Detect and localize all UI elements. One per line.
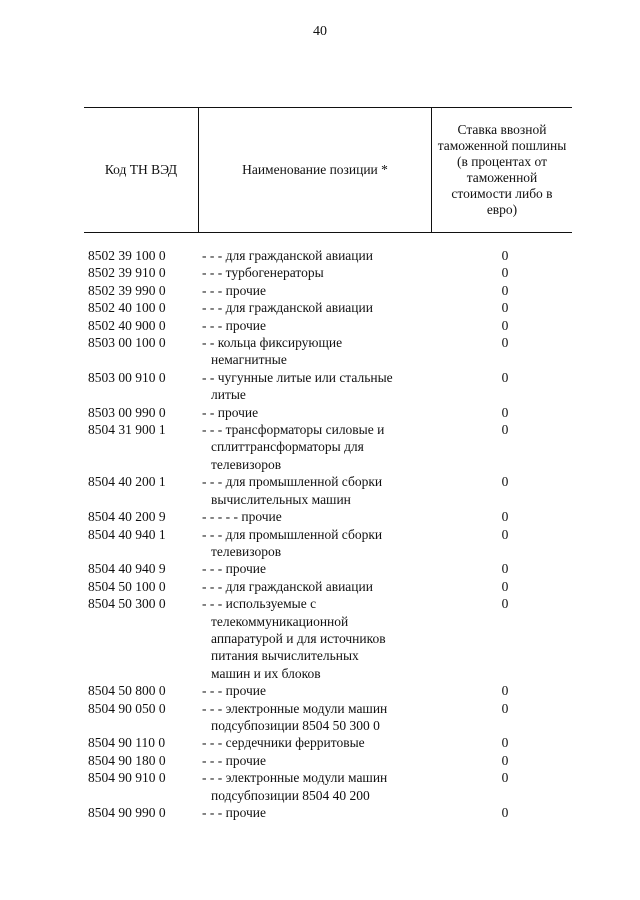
duty-rate: 0 bbox=[501, 282, 509, 298]
duty-rate: 0 bbox=[501, 404, 509, 420]
position-name bbox=[202, 752, 436, 769]
position-name-line: литые bbox=[211, 387, 246, 403]
duty-rate: 0 bbox=[501, 596, 509, 612]
position-name-line: - - - турбогенераторы bbox=[202, 265, 324, 281]
tariff-code: 8504 50 300 0 bbox=[88, 596, 166, 612]
table-row bbox=[88, 752, 572, 769]
position-name bbox=[202, 804, 436, 821]
position-name-line: машин и их блоков bbox=[211, 665, 321, 681]
table-row bbox=[88, 682, 572, 699]
position-name-line: телевизоров bbox=[211, 543, 282, 559]
position-name bbox=[202, 526, 436, 561]
position-name-line: - - - прочие bbox=[202, 683, 266, 699]
position-name-line: немагнитные bbox=[211, 352, 287, 368]
tariff-code: 8503 00 910 0 bbox=[88, 369, 166, 385]
duty-rate: 0 bbox=[501, 300, 509, 316]
position-name bbox=[202, 595, 436, 682]
tariff-table-body bbox=[88, 247, 572, 821]
position-name-line: - - - прочие bbox=[202, 317, 266, 333]
tariff-code: 8504 50 800 0 bbox=[88, 683, 166, 699]
duty-rate: 0 bbox=[501, 526, 509, 542]
tariff-code: 8502 39 910 0 bbox=[88, 265, 166, 281]
position-name-line: - - - используемые с bbox=[202, 596, 317, 612]
table-header bbox=[84, 107, 572, 233]
table-row bbox=[88, 473, 572, 508]
position-name bbox=[202, 299, 436, 316]
duty-rate: 0 bbox=[501, 770, 509, 786]
table-row bbox=[88, 560, 572, 577]
position-name-line: аппаратурой и для источников bbox=[211, 630, 386, 646]
table-row bbox=[88, 264, 572, 281]
duty-rate: 0 bbox=[501, 683, 509, 699]
tariff-code: 8502 40 100 0 bbox=[88, 300, 166, 316]
position-name bbox=[202, 508, 436, 525]
position-name bbox=[202, 560, 436, 577]
position-name-line: - - - для гражданской авиации bbox=[202, 248, 373, 263]
position-name bbox=[202, 734, 436, 751]
position-name-line: - - - прочие bbox=[202, 282, 266, 298]
table-row bbox=[88, 526, 572, 561]
position-name-line: подсубпозиции 8504 40 200 bbox=[211, 787, 370, 803]
position-name bbox=[202, 421, 436, 473]
position-name-line: - - - для гражданской авиации bbox=[202, 300, 373, 316]
position-name-line: телевизоров bbox=[211, 456, 282, 472]
table-row bbox=[88, 317, 572, 334]
position-name bbox=[202, 247, 436, 264]
table-row bbox=[88, 508, 572, 525]
duty-rate: 0 bbox=[501, 805, 509, 820]
table-row bbox=[88, 369, 572, 404]
table-row bbox=[88, 334, 572, 369]
position-name-line: подсубпозиции 8504 50 300 0 bbox=[211, 717, 380, 733]
table-row bbox=[88, 404, 572, 421]
duty-rate: 0 bbox=[501, 474, 509, 490]
table-row bbox=[88, 299, 572, 316]
duty-rate: 0 bbox=[501, 752, 509, 768]
position-name bbox=[202, 578, 436, 595]
table-row bbox=[88, 734, 572, 751]
tariff-code: 8504 40 940 9 bbox=[88, 561, 166, 577]
duty-rate: 0 bbox=[501, 735, 509, 751]
position-name-line: - - - для гражданской авиации bbox=[202, 578, 373, 594]
position-name-line: - - кольца фиксирующие bbox=[202, 335, 343, 351]
column-header-name bbox=[198, 108, 432, 232]
column-header-name-label: Наименование позиции * bbox=[242, 162, 388, 177]
position-name-line: - - - электронные модули машин bbox=[202, 770, 388, 786]
position-name bbox=[202, 473, 436, 508]
table-row bbox=[88, 421, 572, 473]
tariff-code: 8502 40 900 0 bbox=[88, 317, 166, 333]
position-name-line: - - - прочие bbox=[202, 805, 266, 820]
position-name-line: - - - сердечники ферритовые bbox=[202, 735, 365, 751]
position-name-line: - - - прочие bbox=[202, 561, 266, 577]
tariff-code: 8504 90 050 0 bbox=[88, 700, 166, 716]
position-name-line: - - чугунные литые или стальные bbox=[202, 369, 393, 385]
table-row bbox=[88, 700, 572, 735]
table-row bbox=[88, 595, 572, 682]
position-name-line: сплиттрансформаторы для bbox=[211, 439, 364, 455]
tariff-code: 8504 90 180 0 bbox=[88, 752, 166, 768]
tariff-code: 8504 40 200 9 bbox=[88, 509, 166, 525]
position-name-line: - - - трансформаторы силовые и bbox=[202, 422, 385, 438]
column-header-code bbox=[84, 108, 198, 232]
column-header-rate bbox=[432, 108, 572, 232]
column-header-rate-label: Ставка ввозной таможенной пошлины (в процентах от таможенной стоимости либо в евро) bbox=[437, 122, 567, 217]
position-name-line: - - прочие bbox=[202, 404, 259, 420]
column-header-code-label: Код ТН ВЭД bbox=[104, 162, 178, 177]
tariff-code: 8504 90 110 0 bbox=[88, 735, 166, 751]
position-name bbox=[202, 682, 436, 699]
position-name-line: вычислительных машин bbox=[211, 491, 351, 507]
tariff-code: 8503 00 990 0 bbox=[88, 404, 166, 420]
tariff-code: 8504 50 100 0 bbox=[88, 578, 166, 594]
tariff-code: 8503 00 100 0 bbox=[88, 335, 166, 351]
table-row bbox=[88, 247, 572, 264]
table-row bbox=[88, 804, 572, 821]
table-row bbox=[88, 769, 572, 804]
position-name-line: - - - прочие bbox=[202, 752, 266, 768]
position-name-line: - - - - - прочие bbox=[202, 509, 282, 525]
page-number: 40 bbox=[313, 24, 327, 39]
tariff-code: 8504 90 990 0 bbox=[88, 805, 166, 820]
tariff-code: 8504 90 910 0 bbox=[88, 770, 166, 786]
position-name-line: - - - для промышленной сборки bbox=[202, 526, 383, 542]
duty-rate: 0 bbox=[501, 369, 509, 385]
table-row bbox=[88, 578, 572, 595]
tariff-code: 8504 40 940 1 bbox=[88, 526, 166, 542]
position-name-line: - - - электронные модули машин bbox=[202, 700, 388, 716]
duty-rate: 0 bbox=[501, 265, 509, 281]
duty-rate: 0 bbox=[501, 578, 509, 594]
position-name bbox=[202, 264, 436, 281]
duty-rate: 0 bbox=[501, 700, 509, 716]
position-name bbox=[202, 282, 436, 299]
table-row bbox=[88, 282, 572, 299]
position-name bbox=[202, 369, 436, 404]
position-name-line: телекоммуникационной bbox=[211, 613, 349, 629]
position-name bbox=[202, 769, 436, 804]
tariff-code: 8502 39 100 0 bbox=[88, 248, 166, 263]
tariff-code: 8504 31 900 1 bbox=[88, 422, 166, 438]
duty-rate: 0 bbox=[501, 509, 509, 525]
duty-rate: 0 bbox=[501, 335, 509, 351]
position-name bbox=[202, 700, 436, 735]
duty-rate: 0 bbox=[501, 422, 509, 438]
tariff-code: 8502 39 990 0 bbox=[88, 282, 166, 298]
position-name bbox=[202, 334, 436, 369]
position-name bbox=[202, 317, 436, 334]
duty-rate: 0 bbox=[501, 248, 509, 263]
position-name bbox=[202, 404, 436, 421]
position-name-line: питания вычислительных bbox=[211, 648, 359, 664]
duty-rate: 0 bbox=[501, 317, 509, 333]
tariff-code: 8504 40 200 1 bbox=[88, 474, 166, 490]
position-name-line: - - - для промышленной сборки bbox=[202, 474, 383, 490]
duty-rate: 0 bbox=[501, 561, 509, 577]
